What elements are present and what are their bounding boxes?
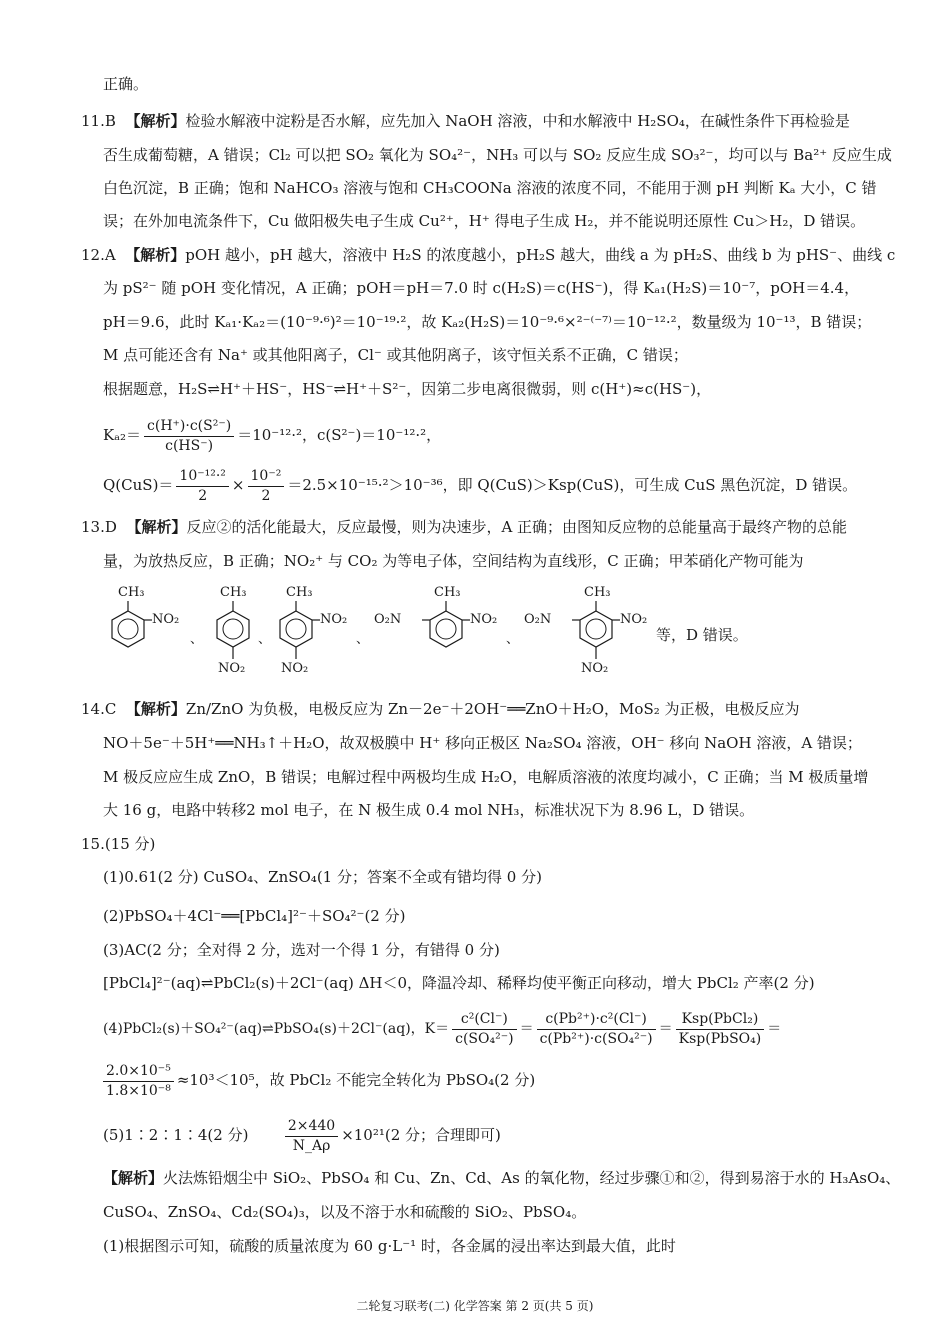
equation-rhs: ＝2.5×10⁻¹⁵·²＞10⁻³⁶，即 Q(CuS)＞Ksp(CuS)，可生成 CuS 黑色沉淀，D 错误。	[287, 476, 858, 494]
analysis-tag: 【解析】	[103, 1169, 164, 1187]
text-line: (1)0.61(2 分) CuSO₄、ZnSO₄(1 分；答案不全或有错均得 0 分)	[103, 868, 542, 886]
numerator: 10⁻²	[248, 467, 285, 487]
question-12	[81, 245, 895, 265]
denominator: 2	[261, 487, 271, 504]
text-line: 量，为放热反应，B 正确；NO₂⁺ 与 CO₂ 为等电子体，空间结构为直线形，C 正确；甲苯硝化产物可能为	[103, 552, 804, 570]
text-line: 检验水解液中淀粉是否水解，应先加入 NaOH 溶液，中和水解液中 H₂SO₄，在碱性条件下再检验是	[185, 112, 850, 130]
equals-sign: ＝	[658, 1021, 673, 1037]
equation-rhs: ＝10⁻¹²·²，c(S²⁻)＝10⁻¹²·²，	[237, 426, 442, 444]
denominator: 1.8×10⁻⁸	[106, 1082, 171, 1099]
equation-lhs: (4)PbCl₂(s)＋SO₄²⁻(aq)⇌PbSO₄(s)＋2Cl⁻(aq)，K＝	[103, 1021, 450, 1037]
equation-k-value	[100, 1058, 535, 1102]
trinitrotoluene-structure	[522, 585, 662, 685]
nitrotoluene-structure-2	[205, 585, 265, 685]
text-line: 根据题意，H₂S⇌H⁺＋HS⁻，HS⁻⇌H⁺＋S²⁻，因第二步电离很微弱，则 c(H⁺)≈c(HS⁻)，	[103, 380, 712, 398]
equation-qcus	[103, 463, 857, 507]
numerator: 2.0×10⁻⁵	[103, 1062, 174, 1082]
text-line: (3)AC(2 分；全对得 2 分，选对一个得 1 分，有错得 0 分)	[103, 941, 500, 959]
analysis-tag: 【解析】	[126, 518, 187, 536]
fraction	[537, 1010, 656, 1049]
answer-label: 11.B	[81, 112, 116, 130]
text-line: (2)PbSO₄＋4Cl⁻══[PbCl₄]²⁻＋SO₄²⁻(2 分)	[103, 907, 406, 925]
numerator: 10⁻¹²·²	[176, 467, 229, 487]
answer-label: 14.C	[81, 700, 117, 718]
answer-ratio: (5)1∶2∶1∶4(2 分)	[103, 1126, 249, 1144]
question-11	[81, 111, 850, 131]
text-line: 否生成葡萄糖，A 错误；Cl₂ 可以把 SO₂ 氧化为 SO₄²⁻，NH₃ 可以与 SO₂ 反应生成 SO₃²⁻，均可以与 Ba²⁺ 反应生成	[103, 146, 892, 164]
equals-sign: ＝	[519, 1021, 534, 1037]
denominator: c(HS⁻)	[165, 437, 214, 454]
equation-lhs: Q(CuS)＝	[103, 476, 174, 494]
ch3-label: CH₃	[220, 585, 247, 600]
no2-label: NO₂	[581, 661, 609, 676]
page-footer: 二轮复习联考(二) 化学答案 第 2 页(共 5 页)	[356, 1299, 594, 1313]
dinitrotoluene-structure	[268, 585, 358, 685]
question-14	[81, 699, 800, 719]
o2n-label: O₂N	[374, 612, 402, 627]
equation-rhs: ×10²¹(2 分；合理即可)	[341, 1126, 501, 1144]
text-line: pH＝9.6，此时 Kₐ₁·Kₐ₂＝(10⁻⁹·⁶)²＝10⁻¹⁹·²，故 Kₐ₂(H₂S)＝10⁻⁹·⁶×²⁻⁽⁻⁷⁾＝10⁻¹²·²，数量级为 10⁻¹³，B 错误；	[103, 313, 872, 331]
separator: 、	[506, 632, 520, 647]
denominator: c(SO₄²⁻)	[455, 1030, 514, 1047]
text-line: 火法炼铅烟尘中 SiO₂、PbSO₄ 和 Cu、Zn、Cd、As 的氧化物，经过步骤①和②，得到易溶于水的 H₃AsO₄、	[163, 1169, 901, 1187]
text-line: 误；在外加电流条件下，Cu 做阳极失电子生成 Cu²⁺，H⁺ 得电子生成 H₂，并不能说明还原性 Cu＞H₂，D 错误。	[103, 212, 866, 230]
numerator: c(H⁺)·c(S²⁻)	[144, 417, 234, 437]
text-line: 大 16 g，电路中转移2 mol 电子，在 N 极生成 0.4 mol NH₃，标准状况下为 8.96 L，D 错误。	[103, 801, 755, 819]
text-line: (1)根据图示可知，硫酸的质量浓度为 60 g·L⁻¹ 时，各金属的浸出率达到最大值，此时	[103, 1237, 676, 1255]
fraction	[676, 1010, 765, 1049]
numerator: 2×440	[285, 1117, 338, 1137]
text-line: [PbCl₄]²⁻(aq)⇌PbCl₂(s)＋2Cl⁻(aq) ΔH＜0，降温冷却、稀释均使平衡正向移动，增大 PbCl₂ 产率(2 分)	[103, 974, 815, 992]
fraction	[452, 1010, 516, 1049]
equation-ka2	[103, 413, 441, 457]
fraction	[144, 417, 234, 456]
text-line: pOH 越小，pH 越大，溶液中 H₂S 的浓度越小，pH₂S 越大，曲线 a 为 pH₂S、曲线 b 为 pHS⁻、曲线 c	[185, 246, 896, 264]
analysis-tag: 【解析】	[125, 700, 186, 718]
text-line: 白色沉淀，B 正确；饱和 NaHCO₃ 溶液与饱和 CH₃COONa 溶液的浓度不同，不能用于测 pH 判断 Kₐ 大小，C 错	[103, 179, 877, 197]
no2-label: NO₂	[218, 661, 246, 676]
numerator: Ksp(PbCl₂)	[676, 1010, 765, 1030]
text-line: 正确。	[103, 75, 149, 93]
analysis-paragraph	[103, 1168, 900, 1188]
ch3-label: CH₃	[286, 585, 313, 600]
text-line: 等，D 错误。	[656, 626, 748, 644]
equals-sign: ＝	[767, 1021, 782, 1037]
separator: 、	[356, 632, 370, 647]
no2-label: NO₂	[470, 612, 498, 627]
separator: 、	[190, 632, 204, 647]
ch3-label: CH₃	[434, 585, 461, 600]
denominator: 2	[198, 487, 208, 504]
numerator: c(Pb²⁺)·c²(Cl⁻)	[537, 1010, 656, 1030]
answer-label: 12.A	[81, 246, 116, 264]
denominator: Ksp(PbSO₄)	[678, 1030, 762, 1047]
no2-label: NO₂	[620, 612, 648, 627]
equation-k	[103, 1007, 781, 1051]
times-sign: ×	[231, 476, 245, 494]
fraction	[103, 1062, 174, 1101]
o2n-label: O₂N	[524, 612, 552, 627]
text-line: 为 pS²⁻ 随 pOH 变化情况，A 正确；pOH＝pH＝7.0 时 c(H₂S)＝c(HS⁻)，得 Kₐ₁(H₂S)＝10⁻⁷，pOH＝4.4，	[103, 279, 860, 297]
nitrotoluene-structure-1	[100, 585, 190, 665]
analysis-tag: 【解析】	[125, 246, 186, 264]
text-line: NO＋5e⁻＋5H⁺══NH₃↑＋H₂O，故双极膜中 H⁺ 移向正极区 Na₂SO₄ 溶液，OH⁻ 移向 NaOH 溶液，A 错误；	[103, 734, 862, 752]
answer-label: 13.D	[81, 518, 117, 536]
equation-lhs: Kₐ₂＝	[103, 426, 142, 444]
fraction	[248, 467, 285, 506]
ch3-label: CH₃	[118, 585, 145, 600]
dinitrotoluene-structure-2	[372, 585, 512, 665]
separator: 、	[258, 632, 272, 647]
numerator: c²(Cl⁻)	[452, 1010, 516, 1030]
no2-label: NO₂	[320, 612, 348, 627]
denominator: N_Aρ	[292, 1137, 331, 1154]
ch3-label: CH₃	[584, 585, 611, 600]
equation-rhs: ≈10³＜10⁵，故 PbCl₂ 不能完全转化为 PbSO₄(2 分)	[176, 1071, 536, 1089]
text-line: M 点可能还含有 Na⁺ 或其他阳离子，Cl⁻ 或其他阴离子，该守恒关系不正确，C 错误；	[103, 346, 688, 364]
text-line: CuSO₄、ZnSO₄、Cd₂(SO₄)₃，以及不溶于水和硫酸的 SiO₂、PbSO₄。	[103, 1203, 587, 1221]
no2-label: NO₂	[281, 661, 309, 676]
analysis-tag: 【解析】	[125, 112, 186, 130]
denominator: c(Pb²⁺)·c(SO₄²⁻)	[539, 1030, 653, 1047]
text-line-5	[103, 1113, 501, 1157]
text-line: Zn/ZnO 为负极，电极反应为 Zn－2e⁻＋2OH⁻══ZnO＋H₂O，MoS₂ 为正极，电极反应为	[185, 700, 800, 718]
text-line: 反应②的活化能最大，反应最慢，则为决速步，A 正确；由图知反应物的总能量高于最终产物的总能	[186, 518, 848, 536]
no2-label: NO₂	[152, 612, 180, 627]
text-line: M 极反应应生成 ZnO，B 错误；电解过程中两极均生成 H₂O，电解质溶液的浓度均减小，C 正确；当 M 极质量增	[103, 768, 869, 786]
fraction	[285, 1117, 338, 1156]
question-15: 15.(15 分)	[81, 835, 156, 853]
question-13	[81, 517, 847, 537]
fraction	[176, 467, 229, 506]
